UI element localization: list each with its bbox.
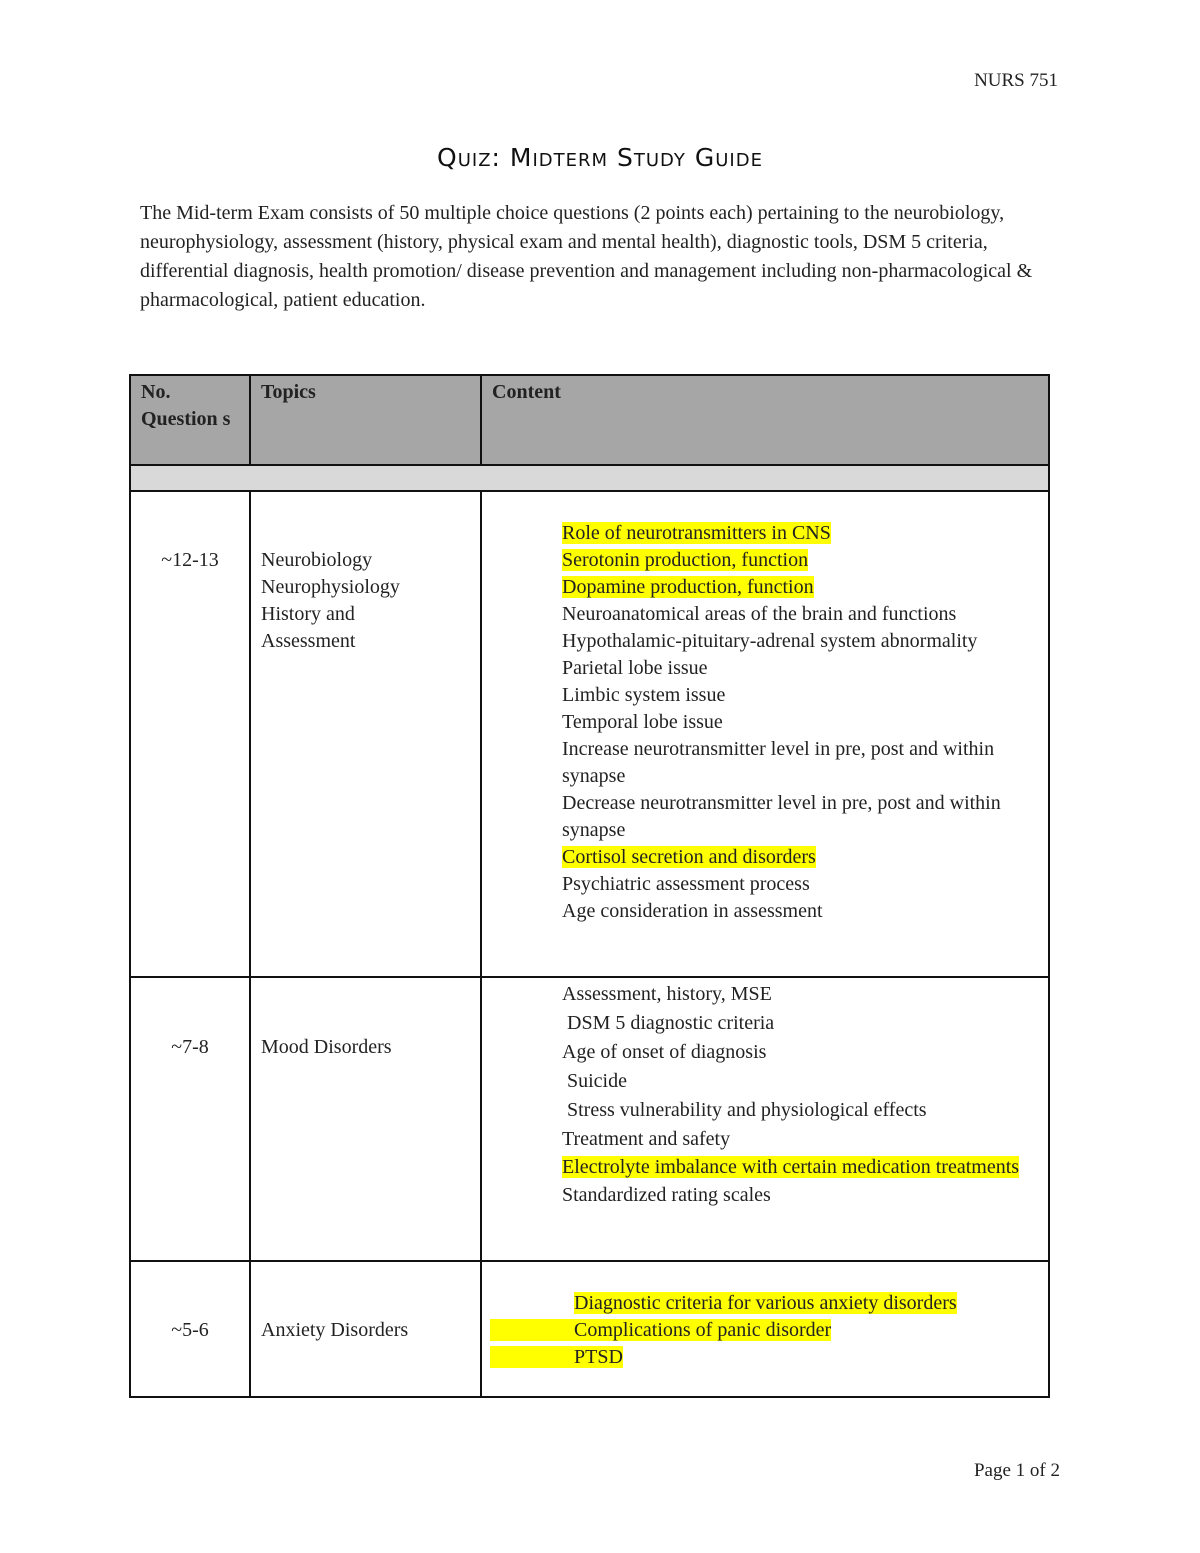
content-item-highlighted: Role of neurotransmitters in CNS	[562, 522, 831, 544]
content-item-highlighted: Diagnostic criteria for various anxiety disorders	[574, 1292, 957, 1314]
intro-paragraph: The Mid-term Exam consists of 50 multiple choice questions (2 points each) pertaining to the neurobiology, neurophysiology, assessment (history, physical exam and mental health), diagnostic tools, DSM 5 criteria, differential diagnosis, health promotion/ disease prevention and management including non-pharmacological & pharmacological, patient education.	[140, 202, 1033, 311]
content-item: Limbic system issue	[562, 684, 726, 706]
content-item: Age consideration in assessment	[562, 900, 823, 922]
content-item: Suicide	[567, 1070, 627, 1092]
topic-line: History and	[261, 603, 355, 625]
content-item: Standardized rating scales	[562, 1184, 771, 1206]
content-item-highlighted: Complications of panic disorder	[490, 1319, 831, 1341]
topic-line: Mood Disorders	[261, 1036, 392, 1058]
content-cell	[481, 977, 1049, 1261]
content-cell	[481, 491, 1049, 977]
topic-cell	[250, 491, 481, 977]
study-guide-table	[129, 374, 1050, 1398]
page-title: Quiz: Midterm Study Guide	[437, 143, 763, 172]
content-item-highlighted: Dopamine production, function	[562, 576, 814, 598]
course-code: NURS 751	[974, 70, 1058, 91]
content-item: Treatment and safety	[562, 1128, 731, 1150]
content-item: Stress vulnerability and physiological effects	[567, 1099, 927, 1121]
content-item: Temporal lobe issue	[562, 711, 723, 733]
header-number: No. Question s	[130, 375, 250, 465]
header-content: Content	[481, 375, 1049, 465]
content-item: Neuroanatomical areas of the brain and functions	[562, 603, 957, 625]
topic-cell	[250, 1261, 481, 1397]
content-item-highlighted: Electrolyte imbalance with certain medication treatments	[562, 1156, 1020, 1178]
content-item: DSM 5 diagnostic criteria	[567, 1012, 775, 1034]
content-item-highlighted: Serotonin production, function	[562, 549, 809, 571]
content-item: Assessment, history, MSE	[562, 983, 772, 1005]
header-topics: Topics	[250, 375, 481, 465]
content-item-highlighted: Cortisol secretion and disorders	[562, 846, 816, 868]
topic-line: Anxiety Disorders	[261, 1319, 409, 1341]
topic-line: Neurophysiology	[261, 576, 400, 598]
question-count: ~12-13	[130, 491, 250, 977]
table-row	[130, 977, 1049, 1261]
question-count: ~5-6	[130, 1261, 250, 1397]
table-spacer-row	[130, 465, 1049, 491]
content-item: Parietal lobe issue	[562, 657, 708, 679]
question-count: ~7-8	[130, 977, 250, 1261]
content-item-highlighted: PTSD	[490, 1346, 623, 1368]
content-item: Increase neurotransmitter level in pre, post and within synapse	[562, 738, 995, 787]
content-cell	[481, 1261, 1049, 1397]
topic-line: Neurobiology	[261, 549, 373, 571]
topic-cell	[250, 977, 481, 1261]
content-item: Age of onset of diagnosis	[562, 1041, 767, 1063]
table-row	[130, 1261, 1049, 1397]
content-item: Psychiatric assessment process	[562, 873, 810, 895]
table-row	[130, 491, 1049, 977]
page-number: Page 1 of 2	[973, 1460, 1060, 1481]
topic-line: Assessment	[261, 630, 356, 652]
content-item: Decrease neurotransmitter level in pre, post and within synapse	[562, 792, 1001, 841]
table-header-row	[130, 375, 1049, 465]
content-item: Hypothalamic-pituitary-adrenal system abnormality	[562, 630, 978, 652]
